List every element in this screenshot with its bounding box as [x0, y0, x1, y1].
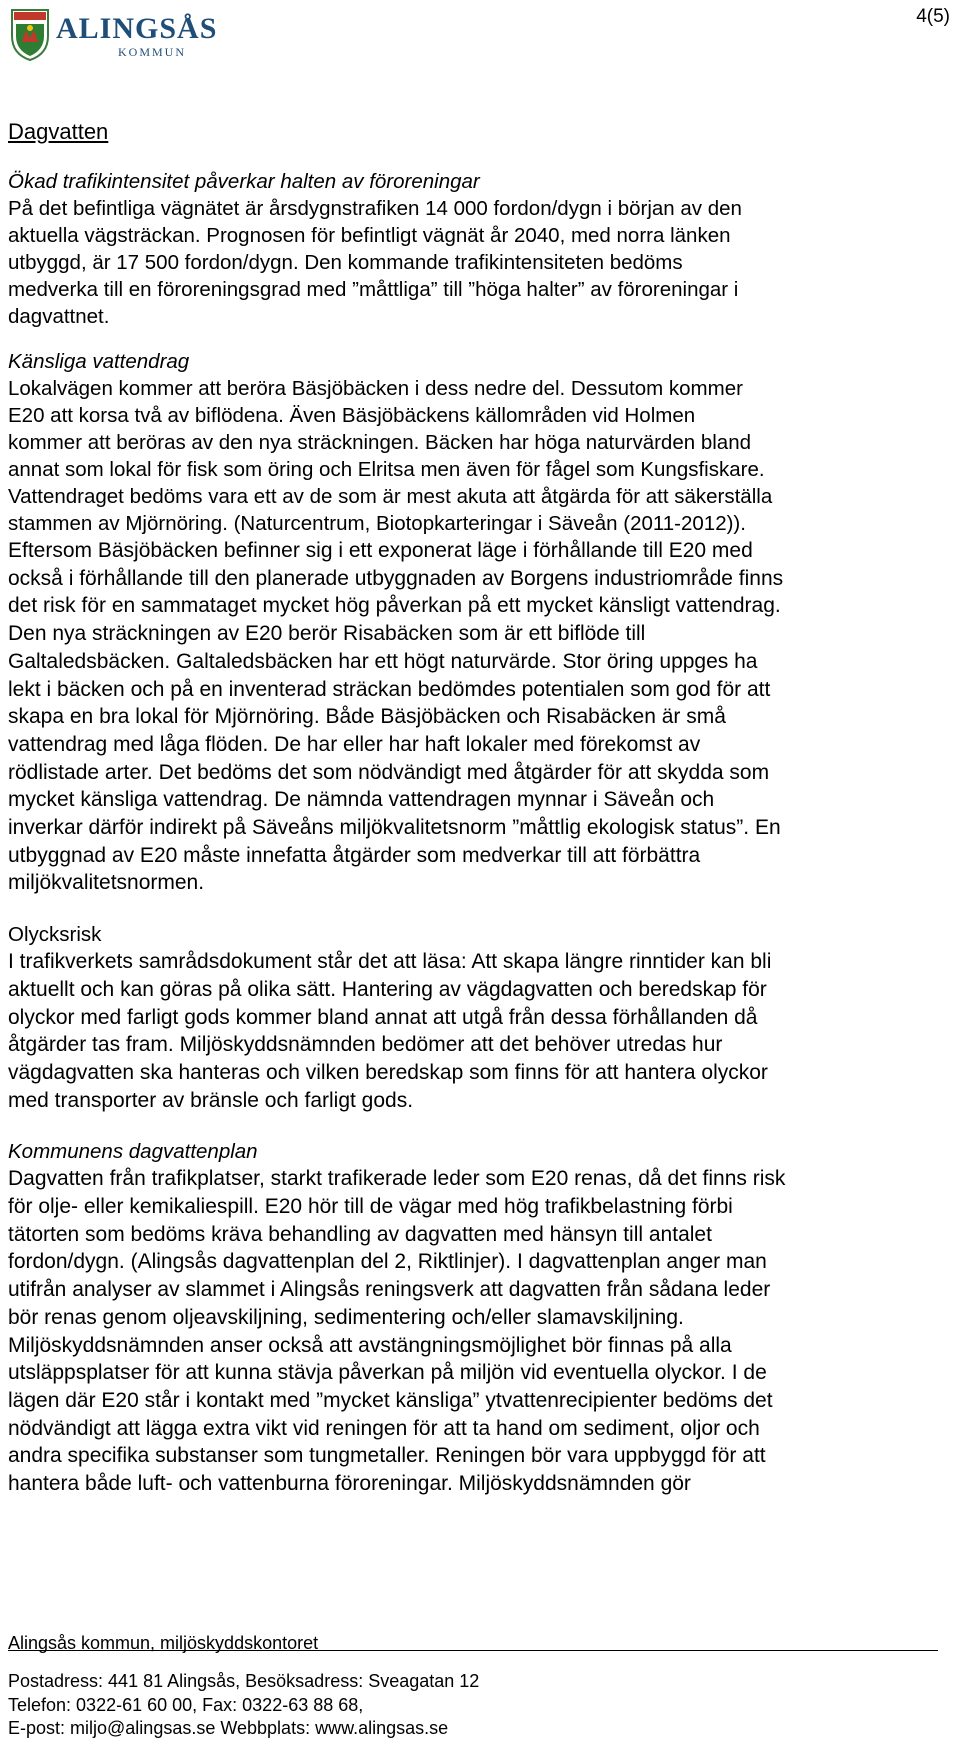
text-line: utifrån analyser av slammet i Alingsås reningsverk att dagvatten från sådana leder: [8, 1278, 771, 1302]
text-line: hantera både luft- och vattenburna föroreningar. Miljöskyddsnämnden gör: [8, 1472, 691, 1496]
text-line: annat som lokal för fisk som öring och Elritsa men även för fågel som Kungsfiskare.: [8, 458, 765, 481]
text-line: lägen där E20 står i kontakt med ”mycket känsliga” ytvattenrecipienter bedöms det: [8, 1388, 773, 1412]
text-line: olyckor med farligt gods kommer bland annat att utgå från dessa förhållanden då: [8, 1005, 758, 1029]
text-line: vägdagvatten ska hanteras och vilken beredskap som finns för att hantera olyckor: [8, 1060, 768, 1084]
text-line: miljökvalitetsnormen.: [8, 871, 205, 895]
text-line: Eftersom Bäsjöbäcken befinner sig i ett exponerat läge i förhållande till E20 med: [8, 539, 753, 562]
text-line: dagvattnet.: [8, 305, 110, 328]
text-line: stammen av Mjörnöring. (Naturcentrum, Biotopkarteringar i Säveån (2011-2012)).: [8, 512, 746, 535]
logo-subtitle: KOMMUN: [118, 45, 187, 59]
text-line: Miljöskyddsnämnden anser också att avstängningsmöjlighet bör finnas på alla: [8, 1333, 732, 1357]
text-line: mycket känsliga vattendrag. De nämnda vattendragen mynnar i Säveån och: [8, 788, 715, 812]
text-line: åtgärder tas fram. Miljöskyddsnämnden bedömer att det behöver utredas hur: [8, 1033, 723, 1057]
paragraph-olycksrisk: [8, 948, 948, 1114]
text-line: skapa en bra lokal för Mjörnöring. Både Bäsjöbäcken och Risabäcken är små: [8, 705, 726, 729]
text-line: utsläppsplatser för att kunna stävja påverkan på miljön vid eventuella olyckor. I de: [8, 1361, 767, 1385]
footer-org: Alingsås kommun, miljöskyddskontoret: [8, 1633, 319, 1653]
text-line: aktuella vägsträckan. Prognosen för befintligt vägnät år 2040, med norra länken: [8, 224, 731, 247]
text-line: med transporter av bränsle och farligt gods.: [8, 1088, 414, 1112]
text-line: rödlistade arter. Det bedöms det som nödvändigt med åtgärder för att skydda som: [8, 760, 770, 784]
document-body: [8, 118, 948, 1498]
text-line: det risk för en sammataget mycket hög påverkan på ett mycket känsligt vattendrag.: [8, 594, 781, 618]
page-header: [0, 0, 960, 70]
text-line: kommer att beröras av den nya sträckningen. Bäcken har höga naturvärden bland: [8, 431, 751, 454]
text-line: också i förhållande till den planerade utbyggnaden av Borgens industriområde finns: [8, 566, 784, 590]
text-line: lekt i bäcken och på en inventerad sträckan bedömdes potentialen som god för att: [8, 677, 771, 701]
text-line: medverka till en föroreningsgrad med ”måttliga” till ”höga halter” av föroreningar i: [8, 278, 739, 301]
coat-of-arms-icon: [12, 10, 48, 60]
paragraph-dagvattenplan: [8, 1165, 948, 1497]
subsection-title-olycksrisk: Olycksrisk: [8, 923, 102, 947]
logo-wordmark: ALINGSÅS: [56, 12, 218, 45]
text-line: vattendrag med låga flöden. De har eller har haft lokaler med förekomst av: [8, 732, 701, 756]
subsection-title-dagvattenplan: Kommunens dagvattenplan: [8, 1140, 258, 1164]
text-line: fordon/dygn. (Alingsås dagvattenplan del 2, Riktlinjer). I dagvattenplan anger man: [8, 1250, 767, 1274]
text-line: utbyggnad av E20 måste innefatta åtgärder som medverkar till att förbättra: [8, 843, 701, 867]
text-line: Dagvatten från trafikplatser, starkt trafikerade leder som E20 renas, då det finns risk: [8, 1167, 786, 1191]
page-number: 4(5): [916, 6, 950, 27]
text-line: nödvändigt att lägga extra vikt vid reningen för att ta hand om sediment, oljor och: [8, 1416, 760, 1440]
footer-phone: Telefon: 0322-61 60 00, Fax: 0322-63 88 68,: [8, 1694, 364, 1715]
footer-address: Postadress: 441 81 Alingsås, Besöksadress: Sveagatan 12: [8, 1671, 480, 1691]
text-line: Vattendraget bedöms vara ett av de som är mest akuta att åtgärda för att säkerställa: [8, 485, 773, 508]
footer-contact: E-post: miljo@alingsas.se Webbplats: www.alingsas.se: [8, 1718, 449, 1738]
alingsas-kommun-logo: [8, 6, 248, 62]
text-line: Den nya sträckningen av E20 berör Risabäcken som är ett biflöde till: [8, 622, 646, 646]
text-line: inverkar därför indirekt på Säveåns miljökvalitetsnorm ”måttlig ekologisk status”. En: [8, 816, 781, 840]
text-line: för olje- eller kemikaliespill. E20 hör till de vägar med hög trafikbelastning förbi: [8, 1195, 733, 1219]
subsection-title-kansliga-vattendrag: Känsliga vattendrag: [8, 350, 190, 373]
paragraph-trafikintensitet: [8, 195, 948, 330]
page-footer: [8, 1632, 938, 1738]
text-line: I trafikverkets samrådsdokument står det att läsa: Att skapa längre rinntider kan bli: [8, 950, 772, 974]
paragraph-kansliga-vattendrag: [8, 375, 948, 897]
text-line: aktuellt och kan göras på olika sätt. Hantering av vägdagvatten och beredskap för: [8, 977, 767, 1001]
text-line: Lokalvägen kommer att beröra Bäsjöbäcken i dess nedre del. Dessutom kommer: [8, 377, 743, 400]
footer-divider: [8, 1650, 938, 1651]
text-line: andra specifika substanser som tungmetaller. Reningen bör vara uppbyggd för att: [8, 1444, 766, 1468]
text-line: tätorten som bedöms kräva behandling av dagvatten med hänsyn till antalet: [8, 1222, 712, 1246]
text-line: På det befintliga vägnätet är årsdygnstrafiken 14 000 fordon/dygn i början av den: [8, 197, 742, 220]
text-line: utbyggd, är 17 500 fordon/dygn. Den kommande trafikintensiteten bedöms: [8, 251, 683, 274]
text-line: bör renas genom oljeavskiljning, sedimentering och/eller slamavskiljning.: [8, 1305, 684, 1329]
text-line: E20 att korsa två av biflödena. Även Bäsjöbäckens källområden vid Holmen: [8, 404, 696, 427]
text-line: Galtaledsbäcken. Galtaledsbäcken har ett högt naturvärde. Stor öring uppges ha: [8, 649, 758, 673]
subsection-title-trafikintensitet: Ökad trafikintensitet påverkar halten av föroreningar: [8, 170, 480, 193]
section-title-dagvatten: Dagvatten: [8, 119, 109, 144]
